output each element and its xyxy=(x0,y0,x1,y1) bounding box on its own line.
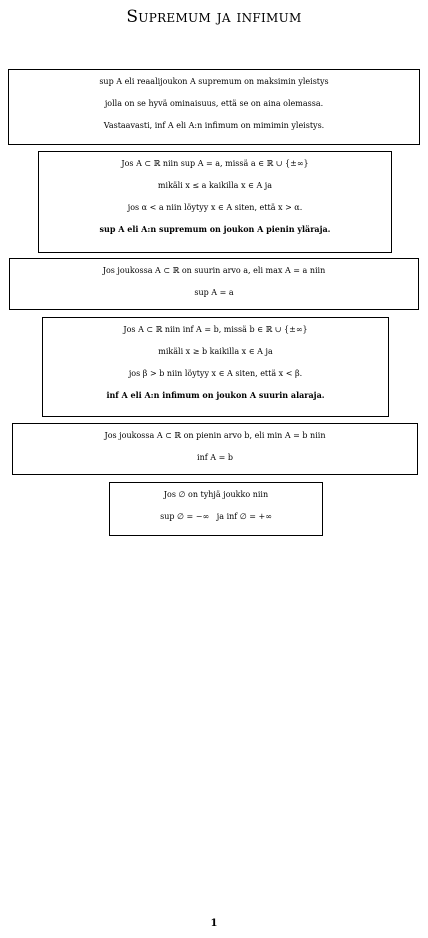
box5-line-1: Jos joukossa A ⊂ ℝ on pienin arvo b, eli min A = b niin xyxy=(104,431,326,440)
box4-line-3: jos β > b niin löytyy x ∈ A siten, että x < β. xyxy=(128,369,303,378)
definition-box-min xyxy=(12,423,418,475)
box2-line-3: jos α < a niin löytyy x ∈ A siten, että x > α. xyxy=(127,203,303,212)
box2-line-1: Jos A ⊂ ℝ niin sup A = a, missä a ∈ ℝ ∪ {±∞} xyxy=(121,159,309,168)
box4-note: inf A eli A:n infimum on joukon A suurin alaraja. xyxy=(106,390,325,400)
box2-line-2: mikäli x ≤ a kaikilla x ∈ A ja xyxy=(157,181,273,190)
definition-box-supremum-intro xyxy=(8,69,420,145)
box5-line-2: inf A = b xyxy=(197,453,233,462)
box1-line-2: jolla on se hyvä ominaisuus, että se on aina olemassa. xyxy=(104,99,324,108)
box1-line-1: sup A eli reaalijoukon A supremum on maksimin yleistys xyxy=(99,77,329,86)
box6-line-1: Jos ∅ on tyhjä joukko niin xyxy=(163,490,269,499)
box2-note: sup A eli A:n supremum on joukon A pienin yläraja. xyxy=(99,224,331,234)
definition-box-empty-set xyxy=(109,482,323,536)
box6-line-2: sup ∅ = −∞ ja inf ∅ = +∞ xyxy=(160,512,272,521)
definition-box-supremum xyxy=(38,151,392,253)
page-number: 1 xyxy=(210,918,218,929)
page-title: Supremum ja infimum xyxy=(126,7,302,27)
box4-line-2: mikäli x ≥ b kaikilla x ∈ A ja xyxy=(158,347,273,356)
definition-box-max xyxy=(9,258,419,310)
box3-line-1: Jos joukossa A ⊂ ℝ on suurin arvo a, eli max A = a niin xyxy=(102,266,326,275)
box4-line-1: Jos A ⊂ ℝ niin inf A = b, missä b ∈ ℝ ∪ {±∞} xyxy=(123,325,308,334)
box1-line-3: Vastaavasti, inf A eli A:n infimum on mimimin yleistys. xyxy=(103,121,325,130)
definition-box-infimum xyxy=(42,317,389,417)
box3-line-2: sup A = a xyxy=(194,288,234,297)
